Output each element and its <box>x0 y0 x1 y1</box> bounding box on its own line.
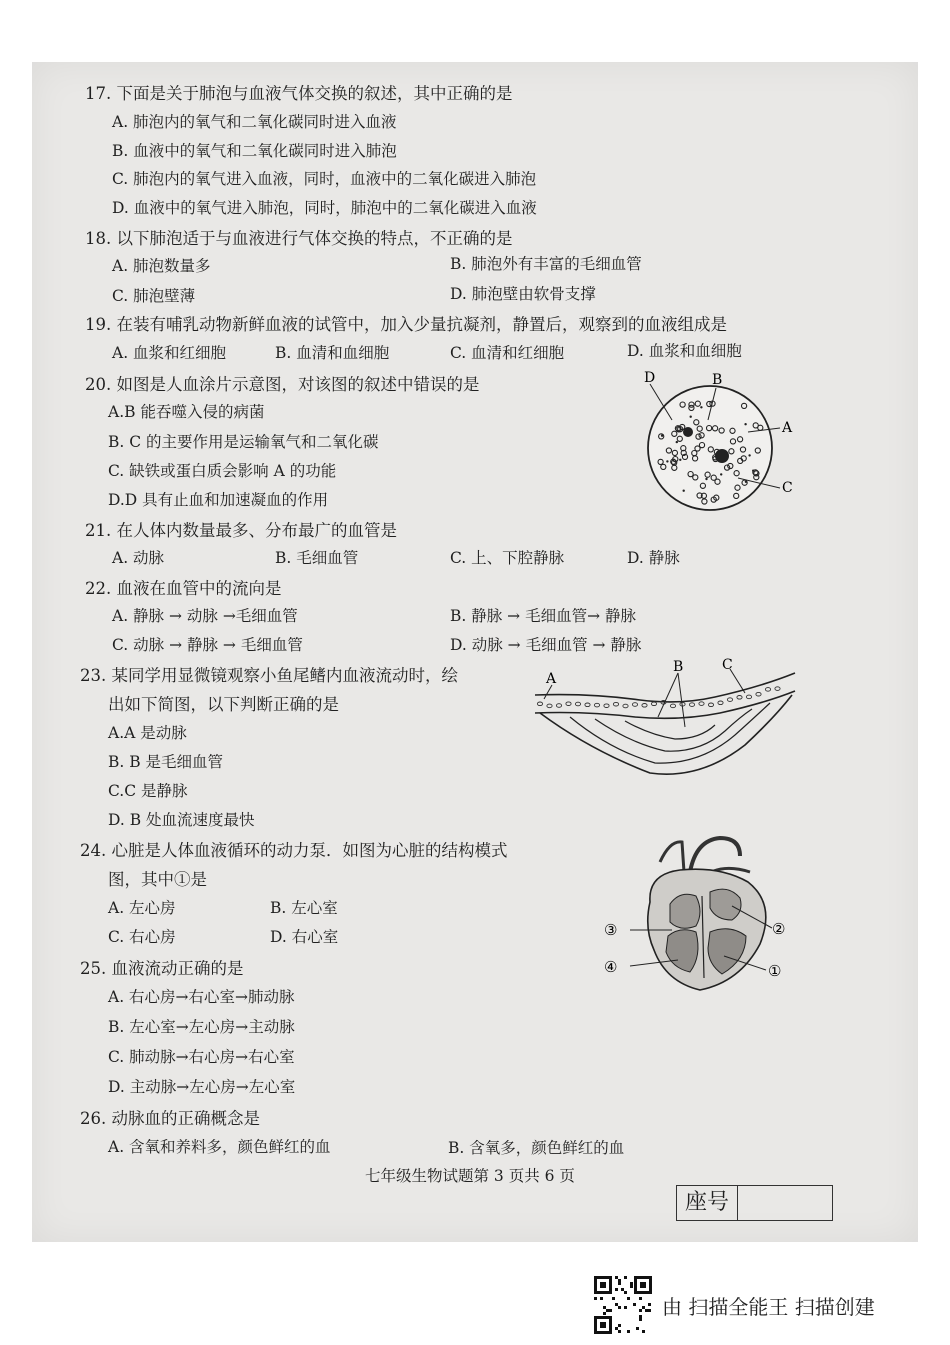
label-c: C <box>782 480 793 496</box>
q20-option-d: D.D 具有止血和加速凝血的作用 <box>108 491 329 509</box>
leader-b-1 <box>658 673 678 717</box>
q24-option-a: A. 左心房 <box>108 899 176 917</box>
seat-number-box <box>676 1185 833 1221</box>
vessel-cell <box>670 704 675 708</box>
vessel-cell <box>537 702 542 706</box>
scanner-brand-text: 由 扫描全能王 扫描创建 <box>662 1294 875 1319</box>
vessel-cell <box>566 702 571 706</box>
q21-option-c: C. 上、下腔静脉 <box>450 549 565 567</box>
q22-option-b: B. 静脉 → 毛细血管→ 静脉 <box>450 607 637 625</box>
label-4: ④ <box>604 958 618 976</box>
label-a: A <box>782 420 793 436</box>
platelet <box>661 435 663 437</box>
vessel-bottom <box>540 695 792 774</box>
scanner-watermark <box>594 1276 875 1334</box>
vessel-cell <box>765 688 770 692</box>
vessel-cell <box>746 695 751 699</box>
q23-option-d: D. B 处血流速度最快 <box>108 811 255 829</box>
right-atrium <box>670 894 700 928</box>
vessel-cell <box>556 704 561 708</box>
q19-option-c: C. 血清和红细胞 <box>450 344 565 362</box>
vessel-cell <box>756 692 761 696</box>
q17-option-b: B. 血液中的氧气和二氧化碳同时进入肺泡 <box>112 142 397 160</box>
blood-smear-figure <box>630 368 810 518</box>
label-1: ① <box>768 962 782 980</box>
qr-code-icon <box>594 1276 652 1334</box>
question-19-stem: 19. 在装有哺乳动物新鲜血液的试管中，加入少量抗凝剂，静置后，观察到的血液组成是 <box>85 315 727 334</box>
q25-option-b: B. 左心室→左心房→主动脉 <box>108 1018 295 1036</box>
vessel-cell <box>604 704 609 708</box>
seat-number-label: 座号 <box>677 1186 738 1220</box>
q25-option-d: D. 主动脉→左心房→左心室 <box>108 1078 296 1096</box>
q20-option-a: A.B 能吞噬入侵的病菌 <box>108 403 265 421</box>
q17-option-d: D. 血液中的氧气进入肺泡，同时，肺泡中的二氧化碳进入血液 <box>112 199 537 217</box>
question-17-stem: 17. 下面是关于肺泡与血液气体交换的叙述，其中正确的是 <box>85 84 513 103</box>
vessel-cell <box>547 704 552 708</box>
q22-option-a: A. 静脉 → 动脉 →毛细血管 <box>112 607 298 625</box>
platelet <box>676 441 678 443</box>
platelet <box>752 470 754 472</box>
q21-option-d: D. 静脉 <box>627 549 680 567</box>
q22-option-d: D. 动脉 → 毛细血管 → 静脉 <box>450 636 642 654</box>
q20-option-c: C. 缺铁或蛋白质会影响 A 的功能 <box>108 462 337 480</box>
vessel-cell <box>775 687 780 691</box>
label-b: B <box>673 659 684 675</box>
q22-option-c: C. 动脉 → 静脉 → 毛细血管 <box>112 636 303 654</box>
leader-a <box>544 685 552 699</box>
q17-option-a: A. 肺泡内的氧气和二氧化碳同时进入血液 <box>112 113 397 131</box>
q25-option-c: C. 肺动脉→右心房→右心室 <box>108 1048 295 1066</box>
vessel-cell <box>642 704 647 708</box>
vessel-cell <box>632 703 637 707</box>
page-footer: 七年级生物试题第 3 页共 6 页 <box>365 1167 575 1185</box>
white-blood-cell <box>683 427 693 437</box>
question-21-stem: 21. 在人体内数量最多、分布最广的血管是 <box>85 521 397 540</box>
label-a: A <box>546 671 557 687</box>
vessel-cell <box>708 703 713 707</box>
question-22-stem: 22. 血液在血管中的流向是 <box>85 579 282 598</box>
q19-option-d: D. 血浆和血细胞 <box>627 342 742 360</box>
heart-structure-figure <box>600 832 800 992</box>
platelet <box>690 416 692 418</box>
seat-number-blank <box>738 1186 832 1220</box>
platelet <box>705 478 707 480</box>
q24-option-b: B. 左心室 <box>270 899 338 917</box>
vessel-svc <box>660 842 684 872</box>
q21-option-b: B. 毛细血管 <box>275 549 359 567</box>
vessel-cell <box>623 704 628 708</box>
platelet <box>700 406 702 408</box>
q23-option-c: C.C 是静脉 <box>108 782 188 800</box>
q21-option-a: A. 动脉 <box>112 549 165 567</box>
q23-option-a: A.A 是动脉 <box>108 724 187 742</box>
capillary-3 <box>625 721 715 739</box>
platelet <box>666 460 668 462</box>
vessel-cell <box>689 703 694 707</box>
vessel-cell <box>575 702 580 706</box>
white-blood-cell-b <box>715 449 729 463</box>
q18-option-a: A. 肺泡数量多 <box>112 257 211 275</box>
vessel-cell <box>737 696 742 700</box>
aortic-arch <box>690 838 740 872</box>
platelet <box>683 490 685 492</box>
platelet <box>748 454 750 456</box>
vessel-cell <box>727 698 732 702</box>
q19-option-b: B. 血清和血细胞 <box>275 344 390 362</box>
leader-b-2 <box>678 673 685 727</box>
vessel-cell <box>651 702 656 706</box>
question-20-stem: 20. 如图是人血涂片示意图，对该图的叙述中错误的是 <box>85 375 480 394</box>
platelet <box>720 473 722 475</box>
q26-option-b: B. 含氧多，颜色鲜红的血 <box>448 1139 625 1157</box>
label-c: C <box>722 657 733 673</box>
q19-option-a: A. 血浆和红细胞 <box>112 344 227 362</box>
question-26-stem: 26. 动脉血的正确概念是 <box>80 1109 260 1128</box>
vessel-cell <box>594 703 599 707</box>
question-23-stem-line2: 出如下简图，以下判断正确的是 <box>108 695 339 714</box>
vessel-cell <box>585 703 590 707</box>
vessel-top-outer <box>535 673 795 702</box>
q17-option-c: C. 肺泡内的氧气进入血液，同时，血液中的二氧化碳进入肺泡 <box>112 170 537 188</box>
platelet <box>679 459 681 461</box>
capillary-1 <box>570 703 770 763</box>
question-24-stem: 24. 心脏是人体血液循环的动力泵．如图为心脏的结构模式 <box>80 841 508 860</box>
q18-option-d: D. 肺泡壁由软骨支撑 <box>450 285 596 303</box>
platelet <box>744 423 746 425</box>
label-d: D <box>644 370 656 386</box>
q26-option-a: A. 含氧和养料多，颜色鲜红的血 <box>108 1138 331 1156</box>
label-2: ② <box>772 920 786 938</box>
vessel-cell <box>718 701 723 705</box>
question-23-stem: 23. 某同学用显微镜观察小鱼尾鳍内血液流动时，绘 <box>80 666 458 685</box>
q18-option-b: B. 肺泡外有丰富的毛细血管 <box>450 255 642 273</box>
fish-tail-vessel-figure <box>530 655 800 785</box>
q24-option-d: D. 右心室 <box>270 928 339 946</box>
label-3: ③ <box>604 921 618 939</box>
platelet <box>745 481 747 483</box>
question-18-stem: 18. 以下肺泡适于与血液进行气体交换的特点，不正确的是 <box>85 229 513 248</box>
vessel-cell <box>699 702 704 706</box>
question-24-stem-line2: 图，其中①是 <box>108 870 207 889</box>
q25-option-a: A. 右心房→右心室→肺动脉 <box>108 988 295 1006</box>
q18-option-c: C. 肺泡壁薄 <box>112 287 196 305</box>
vessel-cell <box>613 702 618 706</box>
q24-option-c: C. 右心房 <box>108 928 176 946</box>
q20-option-b: B. C 的主要作用是运输氧气和二氧化碳 <box>108 433 379 451</box>
q23-option-b: B. B 是毛细血管 <box>108 753 224 771</box>
question-25-stem: 25. 血液流动正确的是 <box>80 959 244 978</box>
label-b: B <box>712 372 723 388</box>
